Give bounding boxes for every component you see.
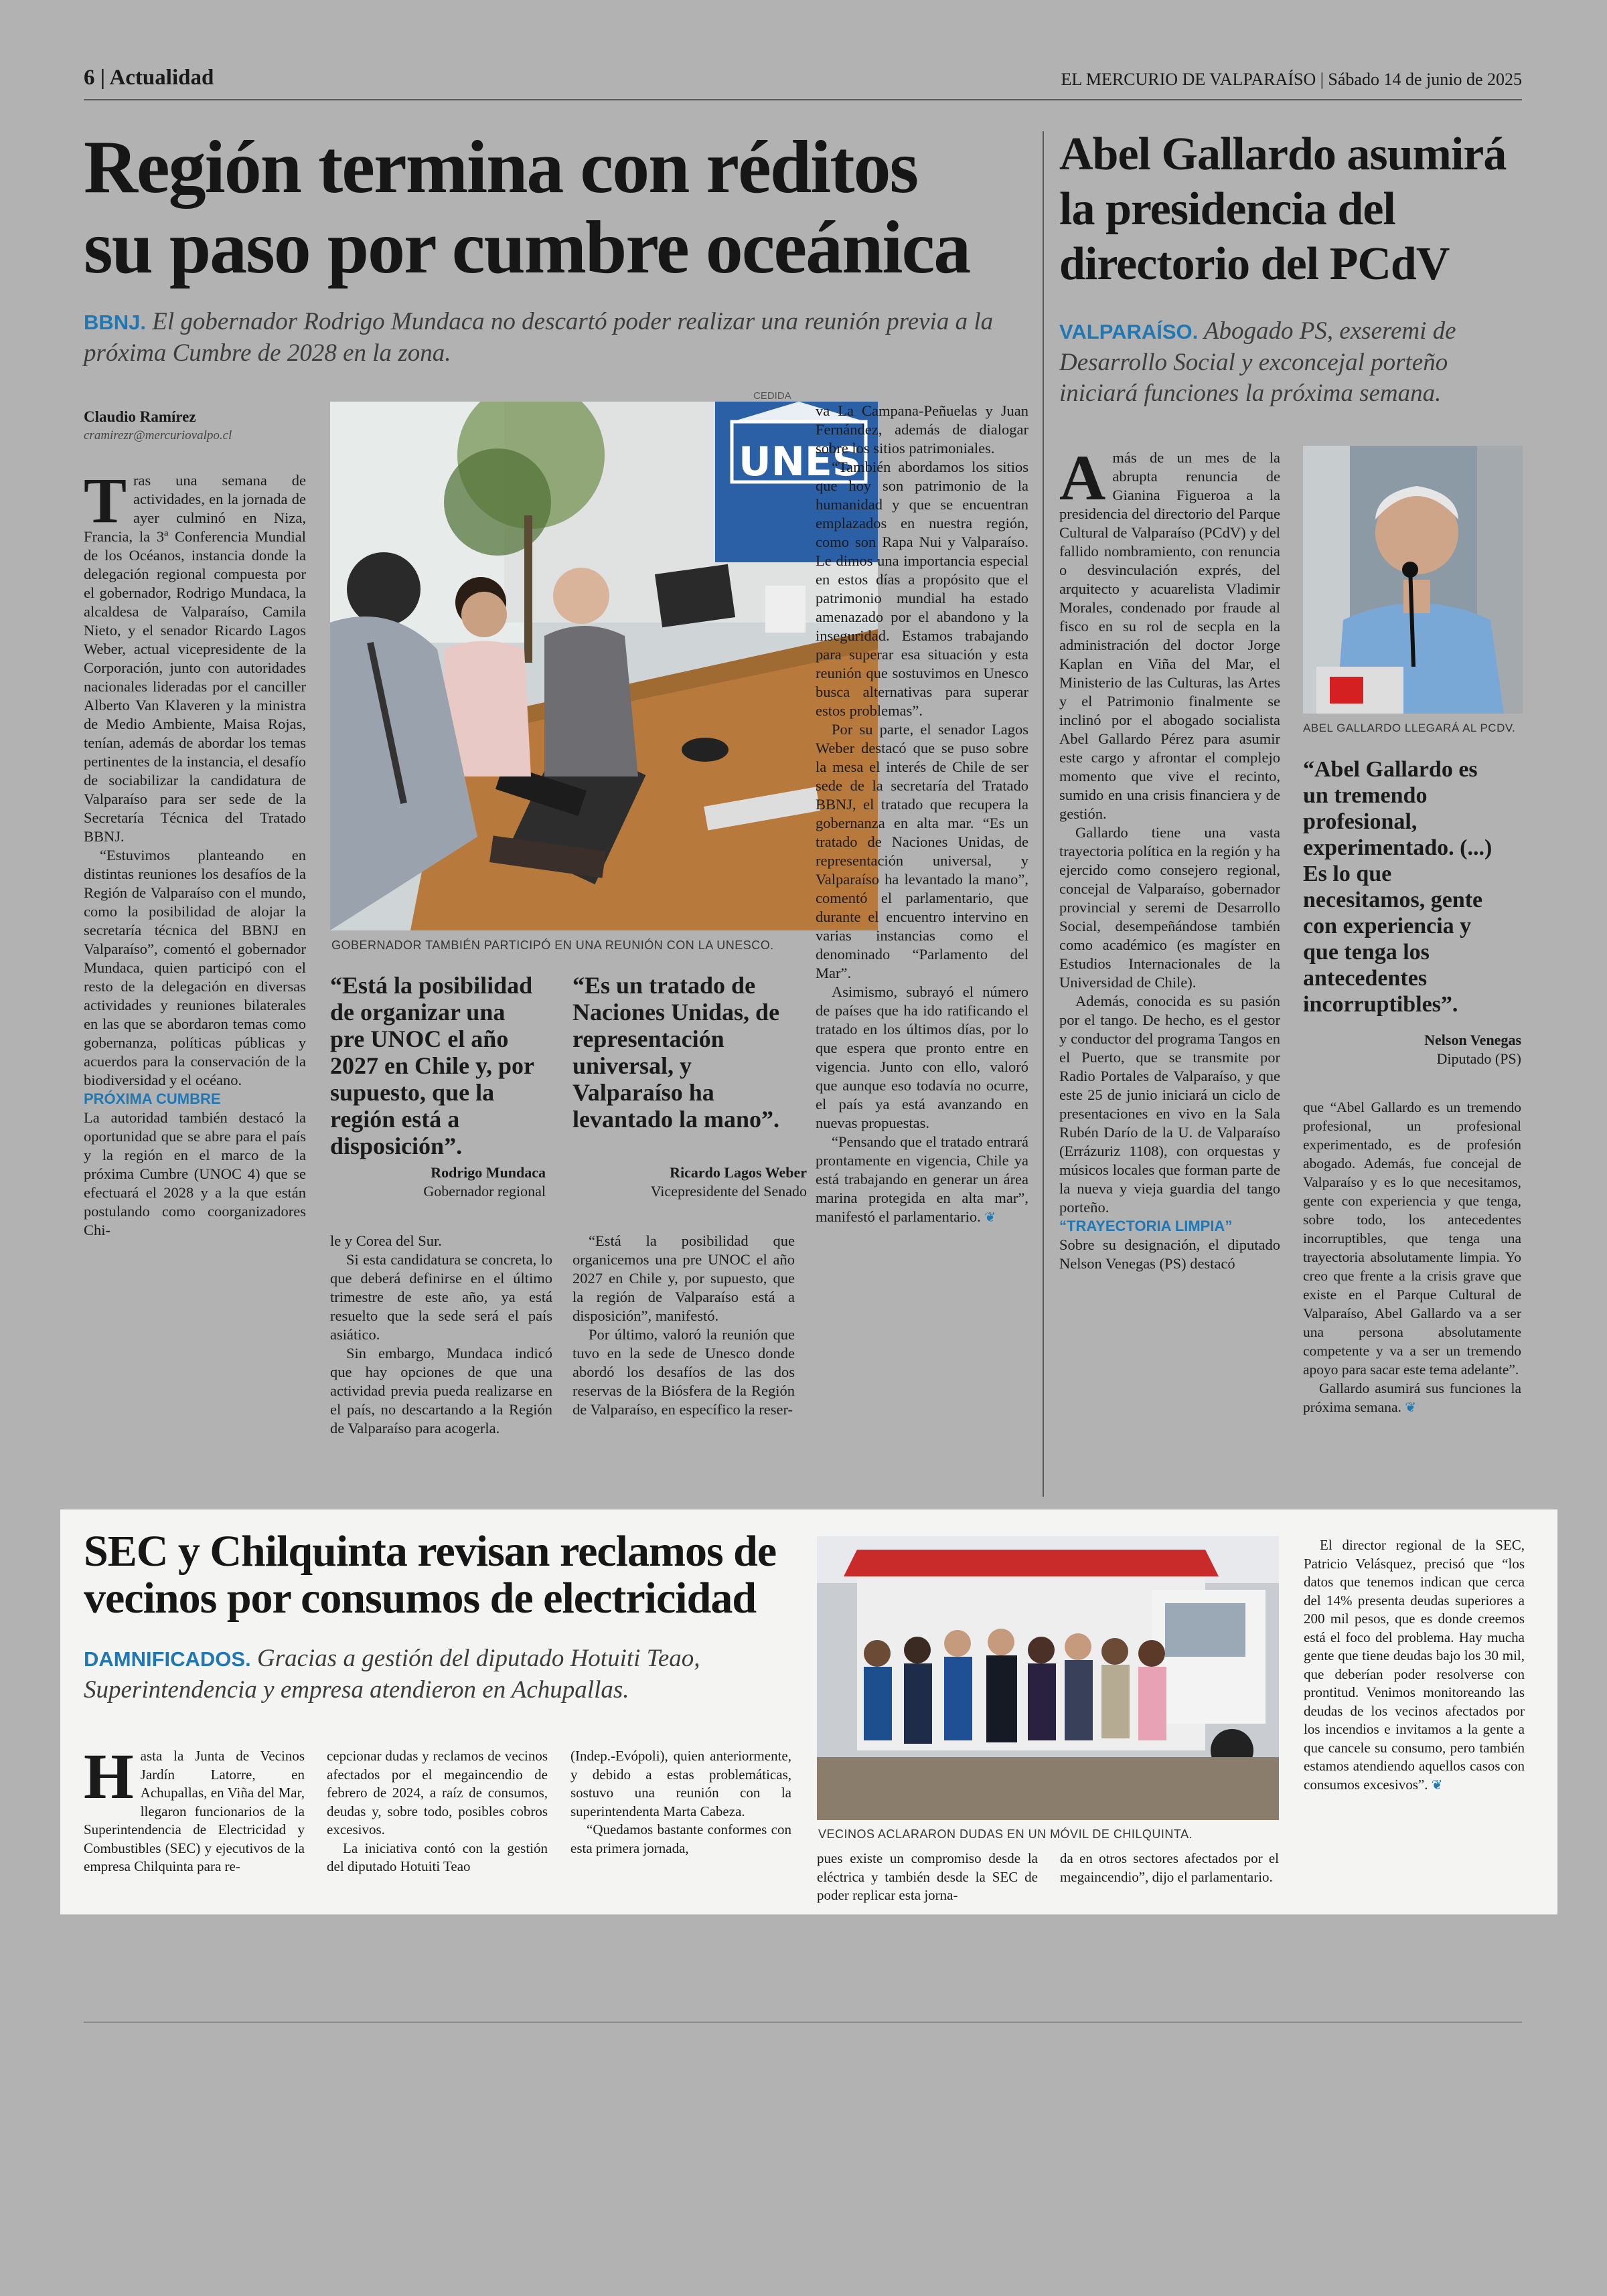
kicker: BBNJ. [84, 311, 147, 334]
headline-line: vecinos por consumos de electricidad [84, 1574, 757, 1623]
paragraph-text: El director regional de la SEC, Patricio Velásquez, precisó que “los datos que tenemos indican que cerca del 14% presenta deudas superiores a 200 mil pesos, que es donde creemos está el foco del problema. Hay mucha gente que tiene deudas bajo los 30 mil, que deberían poder resolverse con prontitud. Venimos monitoreando las deudas de los vecinos afectados por los incendios e invitamos a la gente a que cancele su consumo, pero también estamos atendiendo aquellos casos con consumos excesivos”. [1304, 1537, 1525, 1793]
headline [84, 1528, 834, 1622]
body-column-1 [84, 465, 306, 1240]
quote-name: Rodrigo Mundaca [431, 1164, 546, 1181]
chilquinta-photo-svg [817, 1536, 1279, 1820]
author-email[interactable]: cramirezr@mercuriovalpo.cl [84, 428, 232, 442]
body-paragraph: Sin embargo, Mundaca indicó que hay opciones de que una actividad previa pueda realizarse en el país, no descartando a la Región de Valparaíso para acogerla. [330, 1345, 552, 1437]
body-column-6 [1304, 1536, 1525, 1795]
article-oceans-summit [84, 127, 1035, 1499]
deck [84, 307, 1021, 369]
body-paragraph: va La Campana-Peñuelas y Juan Fernández, además de dialogar sobre los sitios patrimoniales. [816, 402, 1028, 457]
body-paragraph: da en otros sectores afectados por el megaincendio”, dijo el parlamentario. [1060, 1850, 1279, 1885]
drop-cap: T [84, 465, 127, 536]
body-column-3 [572, 1232, 795, 1419]
gallardo-photo-svg [1303, 446, 1523, 714]
headline-line: Abel Gallardo asumirá [1059, 129, 1507, 180]
body-column-4 [817, 1850, 1038, 1905]
column-divider [1043, 131, 1044, 1497]
quote-role: Gobernador regional [423, 1183, 546, 1200]
photo-credit: CEDIDA [753, 390, 791, 402]
sign-text: UNES [739, 438, 862, 485]
body-paragraph: le y Corea del Sur. [330, 1232, 442, 1249]
quote-name: Ricardo Lagos Weber [670, 1164, 807, 1181]
body-column-2 [1303, 1098, 1521, 1417]
body-paragraph: Asimismo, subrayó el número de países que ha ido ratificando el tratado en los últimos días, por lo que espera que pronto entre en vigencia. Junto con ello, valoró que aunque eso todavía no ocurre, el país ya está avanzando en nuevas propuestas. [816, 983, 1028, 1131]
headline [84, 127, 1035, 288]
body-column-1 [84, 1740, 305, 1876]
meeting-photo [330, 402, 878, 930]
body-paragraph: Por último, valoró la reunión que tuvo en la sede de Unesco donde abordó los desafíos de las dos reservas de la Biósfera de la Región de Valparaíso, en específico la reser- [572, 1326, 795, 1418]
paragraph-text: asta la Junta de Vecinos Jardín Latorre, en Achupallas, en Viña del Mar, llegaron funcionarios de la Superintendencia de Electricidad y Combustibles (SEC) y ejecutivos de la empresa Chilquinta para re- [84, 1748, 305, 1874]
body-paragraph: La autoridad también destacó la oportunidad que se abre para el país y la región en el marco de la próxima Cumbre (UNOC 4) que se efectuará el 2028 y a la que están postulando como coorganizadores Chi- [84, 1109, 306, 1238]
quote-role: Vicepresidente del Senado [650, 1183, 807, 1200]
deck [1059, 316, 1521, 409]
chilquinta-photo [817, 1536, 1279, 1820]
body-paragraph: pues existe un compromiso desde la eléctrica y también desde la SEC de poder replicar esta jorna- [817, 1850, 1038, 1903]
end-mark-icon: ❦ [984, 1210, 996, 1225]
body-paragraph [1303, 1379, 1521, 1417]
headline-line: su paso por cumbre oceánica [84, 206, 970, 289]
photo-caption: GOBERNADOR TAMBIÉN PARTICIPÓ EN UNA REUNIÓN CON LA UNESCO. [331, 938, 774, 952]
body-column-2 [330, 1232, 552, 1438]
quote-attribution-lagos [572, 1163, 807, 1201]
body-paragraph: Si esta candidatura se concreta, lo que deberá definirse en el último trimestre de este año, ya está resuelto que la sede será el país asiático. [330, 1251, 552, 1343]
quote-role: Diputado (PS) [1436, 1050, 1521, 1067]
photo-caption: VECINOS ACLARARON DUDAS EN UN MÓVIL DE CHILQUINTA. [818, 1827, 1193, 1841]
body-paragraph: Además, conocida es su pasión por el tango. De hecho, es el gestor y conductor del programa Tangos en el Puerto, que se transmite por Radio Portales de Valparaíso, y que este 25 de junio iniciará un ciclo de presentaciones en vivo en la Sala Rubén Darío de la U. de Valparaíso (Errázuriz 1108), con orquestas y músicos locales que forman parte de la nueva y vieja guardia del tango porteño. [1059, 993, 1280, 1216]
end-mark-icon: ❦ [1431, 1777, 1443, 1793]
body-paragraph: (Indep.-Evópoli), quien anteriormente, y debido a estas problemáticas, sostuvo una reunión con la superintendenta Marta Cabeza. [570, 1748, 791, 1819]
headline [1059, 127, 1528, 292]
body-column-3 [570, 1747, 791, 1858]
header-rule [84, 99, 1522, 100]
body-paragraph [84, 1740, 305, 1876]
drop-cap: A [1059, 442, 1106, 513]
quote-attribution-venegas [1303, 1031, 1521, 1068]
page-header [84, 66, 1522, 98]
body-paragraph: Sobre su designación, el diputado Nelson Venegas (PS) destacó [1059, 1236, 1280, 1272]
body-paragraph [1304, 1536, 1525, 1795]
body-column-4 [816, 402, 1028, 1227]
quote-name: Nelson Venegas [1424, 1032, 1521, 1048]
end-mark-icon: ❦ [1405, 1400, 1417, 1415]
gallardo-photo [1303, 446, 1523, 714]
headline-line: directorio del PCdV [1059, 238, 1450, 290]
page-number: 6 [84, 66, 95, 90]
section-name: Actualidad [109, 66, 214, 90]
body-column-5 [1060, 1850, 1279, 1886]
author-name: Claudio Ramírez [84, 408, 196, 425]
deck [84, 1643, 840, 1706]
body-paragraph: La iniciativa contó con la gestión del diputado Hotuiti Teao [327, 1839, 548, 1874]
meeting-photo-svg [330, 402, 878, 930]
body-paragraph: “Quedamos bastante conformes con esta primera jornada, [570, 1821, 791, 1856]
article-pcdv [1059, 127, 1523, 1499]
bottom-rule [84, 2022, 1522, 2023]
section-label: 6 | Actualidad [84, 66, 214, 90]
deck-text: Abogado PS, exseremi de Desarrollo Social y exconcejal porteño iniciará funciones la próxima semana. [1059, 317, 1456, 407]
body-column-2 [327, 1747, 548, 1876]
kicker: VALPARAÍSO. [1059, 320, 1199, 343]
paragraph-text: Gallardo asumirá sus funciones la próxima semana. [1303, 1380, 1521, 1415]
dateline: EL MERCURIO DE VALPARAÍSO | Sábado 14 de junio de 2025 [1061, 70, 1522, 89]
pull-quote-mundaca: “Está la posibilidad de organizar una pre UNOC el año 2027 en Chile y, por supuesto, que la región está a disposición”. [330, 972, 534, 1159]
body-paragraph: “Estuvimos planteando en distintas reuniones los desafíos de la Región de Valparaíso con el mundo, como la posibilidad de alojar la secretaría técnica del BBNJ en Valparaíso”, comentó el gobernador Mundaca, quien participó con el resto de la delegación en diversas actividades y reuniones bilaterales en las que se abordaron temas como gobernanza, políticas públicas y acuerdos para la conservación de la biodiversidad y el océano. [84, 847, 306, 1088]
byline [84, 408, 305, 443]
body-paragraph: cepcionar dudas y reclamos de vecinos afectados por el megaincendio de febrero de 2024, a raíz de consumos, deudas y, sobre todo, posibles cobros excesivos. [327, 1748, 548, 1837]
paragraph-text: ras una semana de actividades, en la jornada de ayer culminó en Niza, Francia, la 3ª Conferencia Mundial de los Océanos, instancia donde la delegación regional compuesta por el gobernador, Rodrigo Mundaca, la alcaldesa de Valparaíso, Camila Nieto, y el senador Ricardo Lagos Weber, actual vicepresidente de la Corporación, junto con autoridades nacionales lideradas por el canciller Alberto Van Klaveren y la ministra de Medio Ambiente, Maisa Rojas, tenían, además de abordar los temas pertinentes de la instancia, el desafío de sociabilizar la candidatura de Valparaíso para ser sede de la Secretaría Técnica del Tratado BBNJ. [84, 472, 306, 845]
headline-line: SEC y Chilquinta revisan reclamos de [84, 1527, 777, 1576]
quote-attribution-mundaca [330, 1163, 546, 1201]
paragraph-text: “Pensando que el tratado entrará prontamente en vigencia, Chile ya está trabajando en generar un área marina protegida en alta mar”, manifestó el parlamentario. [816, 1133, 1028, 1225]
body-paragraph: Por su parte, el senador Lagos Weber destacó que se puso sobre la mesa el interés de Chile de ser sede de la secretaría del Tratado BBNJ, el tratado que recupera la gobernanza en alta mar. “Es un tratado de Naciones Unidas, de representación universal, y Valparaíso ha levantado la mano”, comentó el parlamentario, que durante el encuentro intervino en varias instancias como el denominado “Parlamento del Mar”. [816, 721, 1028, 981]
paragraph-text: más de un mes de la abrupta renuncia de Gianina Figueroa a la presidencia del directorio del Parque Cultural de Valparaíso (PCdV) y del fallido nombramiento, con renuncia o desvinculación exprés, del arquitecto y acuarelista Vladimir Morales, condenado por fraude al fisco en su rol de secpla en la administración del doctor Jorge Kaplan en Viña del Mar, el Ministerio de las Culturas, las Artes y el Patrimonio finalmente se inclinó por el abogado socialista Abel Gallardo Pérez para asumir este cargo y afrontar el complejo momento que vive el recinto, sumido en una crisis financiera y de gestión. [1059, 449, 1280, 822]
body-paragraph [84, 465, 306, 846]
pull-quote-venegas: “Abel Gallardo es un tremendo profesional, experimentado. (...) Es lo que necesitamos, gente con experiencia y que tenga los antecedentes incorruptibles”. [1303, 757, 1493, 1017]
body-paragraph: que “Abel Gallardo es un tremendo profesional, un profesional experimentado, es de profesión abogado. Además, fue concejal de Valparaíso y es lo que necesitamos, gente con experiencia y que tenga, sobre todo, los antecedentes incorruptibles, que tenga una trayectoria absolutamente limpia. Yo creo que frente a la crisis grave que existe en el Parque Cultural de Valparaíso, Abel Gallardo va a ser una persona absolutamente competente y va a ser un tremendo apoyo para sacar este tema adelante”. [1303, 1099, 1521, 1378]
body-paragraph: “Está la posibilidad que organicemos una pre UNOC el año 2027 en Chile y, por supuesto, que la región de Valparaíso está a disposición”, manifestó. [572, 1232, 795, 1324]
subhead: “TRAYECTORIA LIMPIA” [1059, 1218, 1233, 1234]
pull-quote-lagos: “Es un tratado de Naciones Unidas, de representación universal, y Valparaíso ha levantado la mano”. [572, 972, 780, 1133]
kicker: DAMNIFICADOS. [84, 1647, 251, 1671]
headline-line: Región termina con réditos [84, 126, 918, 209]
body-paragraph: Gallardo tiene una vasta trayectoria política en la región y ha ejercido como consejero regional, concejal de Valparaíso, gobernador provincial y seremi de Desarrollo Social, desempeñándose también como académico (es magíster en Estudios Internacionales de la Universidad de Chile). [1059, 824, 1280, 991]
body-paragraph [1059, 442, 1280, 823]
deck-text: Superintendencia y empresa atendieron en Achupallas. [84, 1676, 629, 1704]
photo-caption: ABEL GALLARDO LLEGARÁ AL PCDV. [1303, 722, 1516, 734]
deck-text: El gobernador Rodrigo Mundaca no descartó poder realizar una reunión previa a la próxima Cumbre de 2028 en la zona. [84, 308, 994, 367]
headline-line: la presidencia del [1059, 183, 1395, 235]
article-sec-chilquinta [60, 1509, 1557, 1914]
body-paragraph [816, 1133, 1028, 1227]
body-paragraph: “También abordamos los sitios que hoy son patrimonio de la humanidad y que se encuentran emplazados en nuestra región, como son Rapa Nui y Valparaíso. Le dimos una importancia especial en estos días a propósito que el patrimonio mundial ha estado amenazado por el abandono y la inseguridad. Estamos trabajando para superar esa situación y esta reunión que sostuvimos en Unesco busca alternativas para superar estos problemas”. [816, 459, 1028, 719]
body-column-1 [1059, 442, 1280, 1273]
deck-text: Gracias a gestión del diputado Hotuiti Teao, [256, 1645, 700, 1672]
drop-cap: H [84, 1740, 134, 1812]
subhead: PRÓXIMA CUMBRE [84, 1090, 221, 1107]
